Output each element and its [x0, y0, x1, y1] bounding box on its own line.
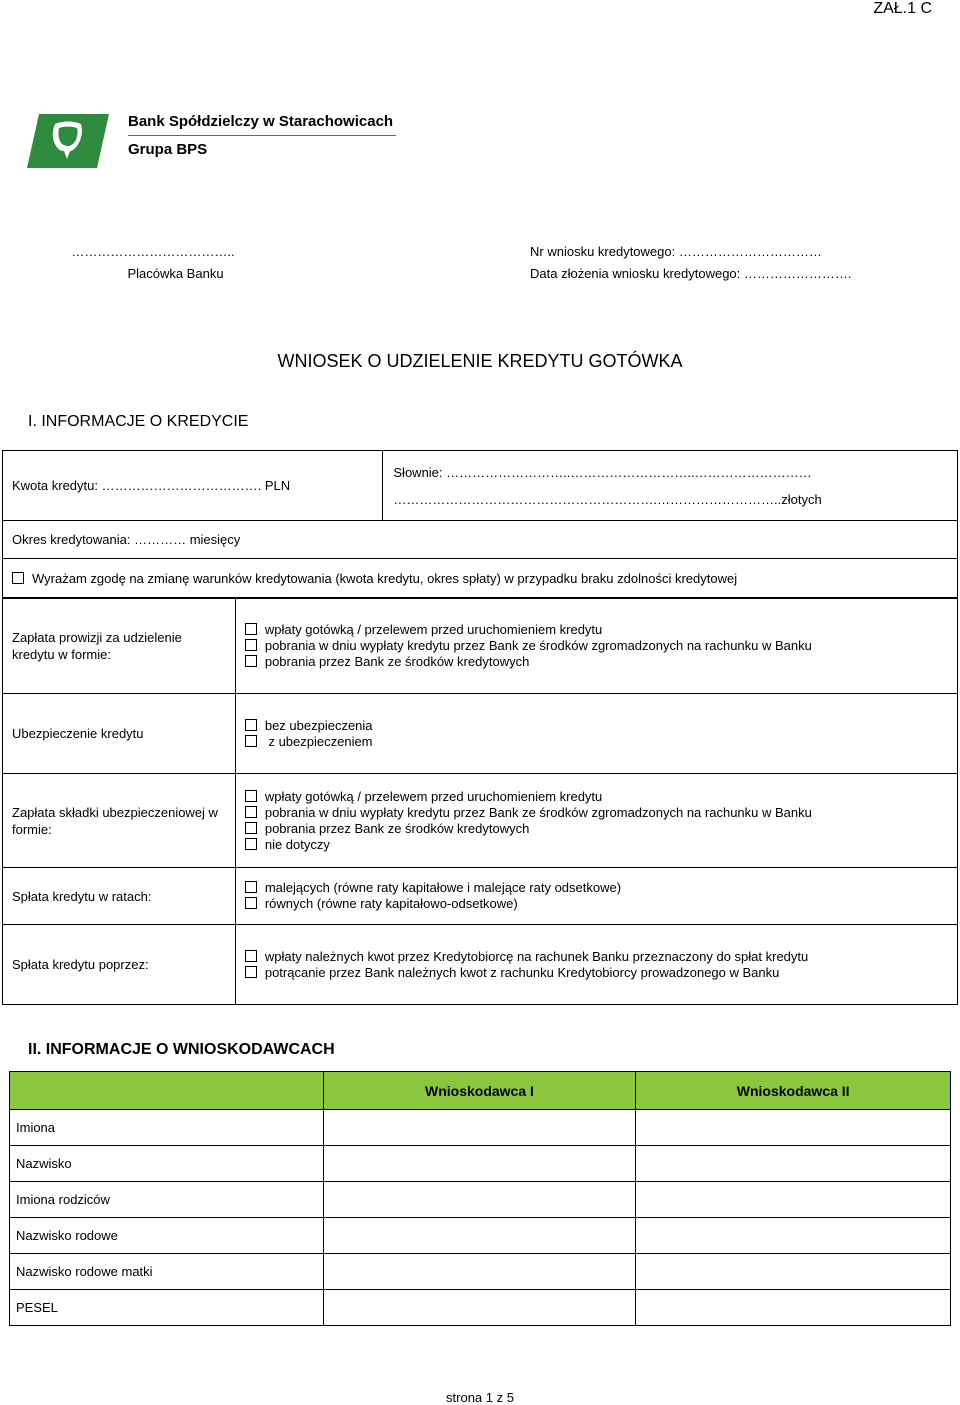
table-header-corner — [10, 1072, 324, 1110]
applicant-1-cell[interactable] — [323, 1146, 636, 1182]
row-label: Nazwisko — [10, 1146, 324, 1182]
premium-checkbox[interactable] — [245, 790, 257, 802]
bank-name: Bank Spółdzielczy w Starachowicach — [128, 113, 394, 130]
premium-option[interactable]: pobrania w dniu wypłaty kredytu przez Bank ze środków zgromadzonych na rachunku w Banku — [245, 805, 957, 821]
column-header-applicant-2: Wnioskodawca II — [636, 1072, 951, 1110]
bank-logo-icon — [27, 114, 109, 168]
consent-text: Wyrażam zgodę na zmianę warunków kredytowania (kwota kredytu, okres spłaty) w przypadku braku zdolności kredytowej — [32, 571, 738, 586]
section-1-title: I. INFORMACJE O KREDYCIE — [28, 413, 249, 430]
premium-label: Zapłata składki ubezpieczeniowej w formie: — [3, 774, 236, 868]
table-row — [10, 1110, 951, 1146]
credit-amount-field[interactable]: Kwota kredytu: ………………………………. PLN — [3, 451, 383, 521]
commission-option[interactable]: pobrania w dniu wypłaty kredytu przez Bank ze środków zgromadzonych na rachunku w Banku — [245, 638, 957, 654]
commission-checkbox[interactable] — [245, 623, 257, 635]
table-row — [10, 1218, 951, 1254]
row-label: Imiona rodziców — [10, 1182, 324, 1218]
premium-option[interactable]: nie dotyczy — [245, 837, 957, 853]
premium-checkbox[interactable] — [245, 822, 257, 834]
applicant-1-cell[interactable] — [323, 1182, 636, 1218]
commission-checkbox[interactable] — [245, 655, 257, 667]
table-row — [10, 1290, 951, 1326]
row-label: PESEL — [10, 1290, 324, 1326]
header-divider — [128, 135, 396, 136]
insurance-option[interactable]: z ubezpieczeniem — [245, 734, 957, 750]
application-date-field[interactable]: Data złożenia wniosku kredytowego: ……………………. — [530, 266, 852, 281]
credit-info-table — [2, 450, 958, 599]
installments-option[interactable]: malejących (równe raty kapitałowe i malejące raty odsetkowe) — [245, 880, 957, 896]
installments-checkbox[interactable] — [245, 881, 257, 893]
premium-option[interactable]: wpłaty gotówką / przelewem przed uruchomieniem kredytu — [245, 789, 957, 805]
installments-label: Spłata kredytu w ratach: — [3, 868, 236, 925]
credit-options-table — [2, 597, 958, 1005]
repayment-option[interactable]: potrącanie przez Bank należnych kwot z rachunku Kredytobiorcy prowadzonego w Banku — [245, 965, 957, 981]
installments-option[interactable]: równych (równe raty kapitałowo-odsetkowe) — [245, 896, 957, 912]
insurance-checkbox[interactable] — [245, 735, 257, 747]
premium-option[interactable]: pobrania przez Bank ze środków kredytowych — [245, 821, 957, 837]
credit-period-field[interactable]: Okres kredytowania: ………… miesięcy — [3, 521, 958, 559]
installments-checkbox[interactable] — [245, 897, 257, 909]
applicant-1-cell[interactable] — [323, 1218, 636, 1254]
page-number: strona 1 z 5 — [446, 1390, 514, 1405]
table-row — [10, 1146, 951, 1182]
table-row — [10, 1182, 951, 1218]
insurance-label: Ubezpieczenie kredytu — [3, 694, 236, 774]
branch-label: Placówka Banku — [127, 266, 224, 281]
bank-group: Grupa BPS — [128, 141, 208, 158]
applicant-2-cell[interactable] — [636, 1182, 951, 1218]
branch-field[interactable]: ……………………………….. — [71, 244, 235, 259]
amount-words-field-2[interactable]: …………………………………………………….………………………..złotych — [393, 491, 822, 507]
applicant-1-cell[interactable] — [323, 1110, 636, 1146]
repayment-label: Spłata kredytu poprzez: — [3, 925, 236, 1005]
consent-row[interactable] — [3, 559, 958, 599]
applicant-1-cell[interactable] — [323, 1290, 636, 1326]
insurance-checkbox[interactable] — [245, 719, 257, 731]
commission-option[interactable]: pobrania przez Bank ze środków kredytowych — [245, 654, 957, 670]
applicant-2-cell[interactable] — [636, 1254, 951, 1290]
repayment-checkbox[interactable] — [245, 966, 257, 978]
premium-checkbox[interactable] — [245, 838, 257, 850]
applicants-table — [9, 1071, 951, 1326]
insurance-option[interactable]: bez ubezpieczenia — [245, 718, 957, 734]
commission-label: Zapłata prowizji za udzielenie kredytu w formie: — [3, 598, 236, 694]
repayment-checkbox[interactable] — [245, 950, 257, 962]
annex-label: ZAŁ.1 C — [873, 0, 932, 17]
row-label: Nazwisko rodowe — [10, 1218, 324, 1254]
repayment-option[interactable]: wpłaty należnych kwot przez Kredytobiorcę na rachunek Banku przeznaczony do spłat kredytu — [245, 949, 957, 965]
commission-option[interactable]: wpłaty gotówką / przelewem przed uruchomieniem kredytu — [245, 622, 957, 638]
applicant-1-cell[interactable] — [323, 1254, 636, 1290]
document-title: WNIOSEK O UDZIELENIE KREDYTU GOTÓWKA — [277, 351, 683, 371]
column-header-applicant-1: Wnioskodawca I — [323, 1072, 636, 1110]
applicant-2-cell[interactable] — [636, 1110, 951, 1146]
premium-checkbox[interactable] — [245, 806, 257, 818]
application-number-field[interactable]: Nr wniosku kredytowego: …………………………… — [530, 244, 822, 259]
consent-checkbox[interactable] — [12, 572, 24, 584]
table-row — [10, 1254, 951, 1290]
section-2-title: II. INFORMACJE O WNIOSKODAWCACH — [28, 1041, 335, 1058]
applicant-2-cell[interactable] — [636, 1146, 951, 1182]
commission-checkbox[interactable] — [245, 639, 257, 651]
row-label: Nazwisko rodowe matki — [10, 1254, 324, 1290]
amount-words-field-1[interactable]: Słownie: ………………………..………………………..……………………… — [393, 464, 812, 480]
applicant-2-cell[interactable] — [636, 1218, 951, 1254]
row-label: Imiona — [10, 1110, 324, 1146]
applicant-2-cell[interactable] — [636, 1290, 951, 1326]
